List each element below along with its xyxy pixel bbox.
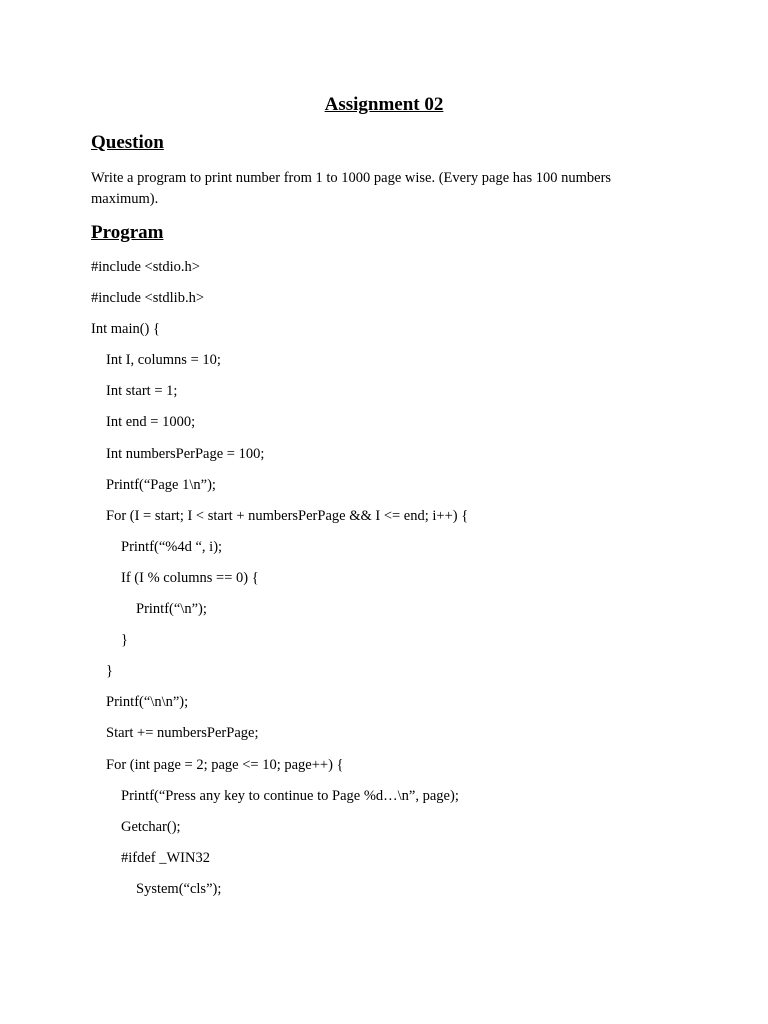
code-line: Printf(“\n”); bbox=[136, 601, 207, 618]
code-line: Printf(“Press any key to continue to Page %d…\n”, page); bbox=[121, 787, 459, 804]
code-line: Int I, columns = 10; bbox=[106, 352, 221, 369]
program-code bbox=[91, 257, 468, 910]
code-line: Int start = 1; bbox=[106, 383, 178, 400]
question-text: Write a program to print number from 1 to 1000 page wise. (Every page has 100 numbers maximum). bbox=[91, 170, 612, 207]
code-line: If (I % columns == 0) { bbox=[121, 569, 259, 586]
code-line: Int numbersPerPage = 100; bbox=[106, 445, 265, 462]
code-line: #include <stdio.h> bbox=[91, 259, 200, 275]
code-line: Getchar(); bbox=[121, 818, 181, 835]
code-line: #include <stdlib.h> bbox=[91, 290, 205, 307]
code-line: System(“cls”); bbox=[136, 880, 222, 897]
code-line: Int end = 1000; bbox=[106, 414, 196, 431]
program-heading: Program bbox=[91, 222, 164, 243]
code-line: Printf(“\n\n”); bbox=[106, 694, 189, 711]
code-line: Start += numbersPerPage; bbox=[106, 725, 259, 742]
question-heading: Question bbox=[91, 132, 164, 153]
document-title: Assignment 02 bbox=[324, 94, 444, 115]
code-line: Printf(“Page 1\n”); bbox=[106, 476, 216, 493]
code-line: Printf(“%4d “, i); bbox=[121, 538, 223, 555]
code-line: Int main() { bbox=[91, 321, 160, 338]
code-line: #ifdef _WIN32 bbox=[121, 849, 210, 866]
code-line: } bbox=[106, 663, 113, 680]
code-line: } bbox=[121, 632, 128, 649]
code-line: For (I = start; I < start + numbersPerPage && I <= end; i++) { bbox=[106, 507, 469, 524]
code-line: For (int page = 2; page <= 10; page++) { bbox=[106, 756, 344, 773]
